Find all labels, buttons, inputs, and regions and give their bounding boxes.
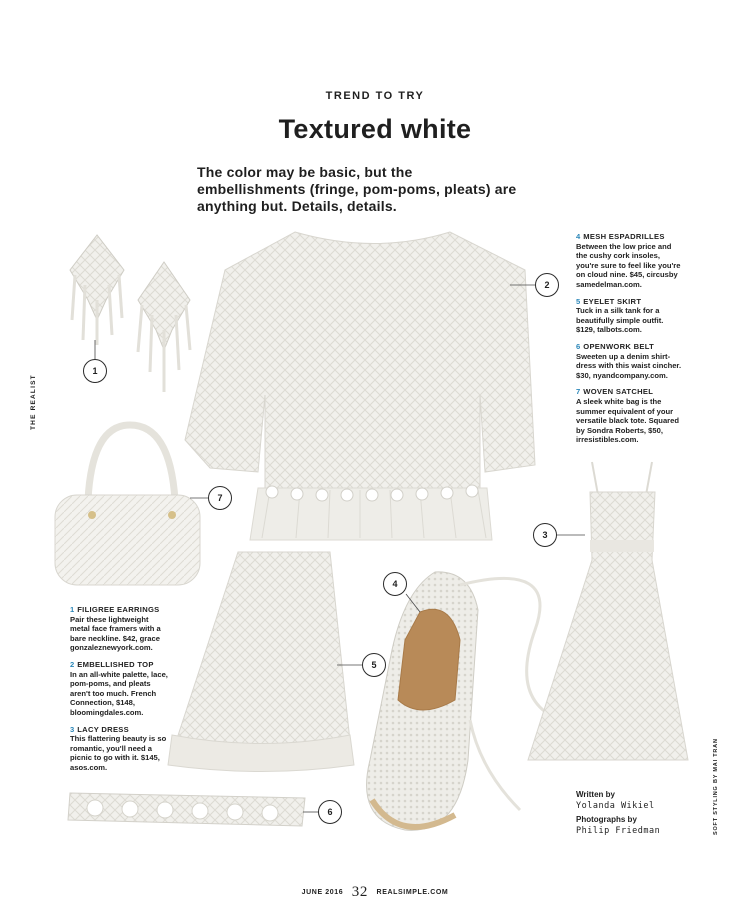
callout-6: 6 [318,800,342,824]
item-text: Sweeten up a denim shirt-dress with this waist cincher. $30, nyandcompany.com. [576,351,682,380]
kicker: TREND TO TRY [325,90,425,102]
headline: Textured white [278,114,472,144]
mesh-espadrilles [367,572,560,830]
writer-name: Yolanda Wikiel [576,800,655,811]
item-number: 6 [576,341,581,351]
item-number: 2 [70,659,75,669]
callout-4: 4 [383,572,407,596]
deck: The color may be basic, but the embellishments (fringe, pom-poms, pleats) are anything but. Details, details. [197,164,517,214]
callout-3: 3 [533,523,557,547]
item-text: Between the low price and the cushy cork insoles, you're sure to feel like you're on cloud nine. $45, circusby samedelman.com. [576,241,681,289]
callout-7: 7 [208,486,232,510]
photographer-name: Philip Friedman [576,825,661,836]
issue-date: JUNE 2016 [301,889,344,896]
section-label: THE REALIST [30,374,37,430]
item-1 [70,605,170,653]
credits [576,790,660,836]
item-2 [70,660,170,718]
item-3 [70,725,170,773]
items-right [576,232,684,452]
item-name: LACY DRESS [77,724,130,734]
item-text: Tuck in a silk tank for a beautifully simple outfit. $129, talbots.com. [576,306,664,335]
item-text: Pair these lightweight metal face framers with a bare neckline. $42, grace gonzaleznewyork.com. [70,614,161,653]
written-by-label: Written by [576,790,615,799]
item-name: EYELET SKIRT [583,296,642,306]
item-name: FILIGREE EARRINGS [77,605,160,614]
embellished-top [185,232,535,540]
item-6 [576,342,684,380]
callout-2: 2 [535,273,559,297]
item-4 [576,232,684,290]
styling-credit: SOFT STYLING BY MAI TRAN [713,738,719,835]
item-text: This flattering beauty is so romantic, you'll need a picnic to go with it. $145, asos.com. [70,734,167,772]
website: REALSIMPLE.COM [376,889,449,896]
item-number: 7 [576,387,581,397]
item-number: 4 [576,232,581,241]
woven-satchel [55,425,200,585]
photos-by-label: Photographs by [576,815,637,824]
openwork-belt [68,793,305,826]
item-number: 3 [70,724,75,734]
item-5 [576,297,684,335]
item-7 [576,387,684,445]
item-name: EMBELLISHED TOP [77,659,154,669]
page-number: 32 [351,884,368,900]
item-name: OPENWORK BELT [583,341,655,351]
items-left [70,605,170,780]
page-footer [0,884,750,901]
item-number: 1 [70,605,75,614]
item-text: In an all-white palette, lace, pom-poms, and pleats aren't too much. French Connection, $148, bloomingdales.com. [70,669,168,717]
callout-1: 1 [83,359,107,383]
eyelet-skirt [168,552,354,772]
item-number: 5 [576,296,581,306]
callout-5: 5 [362,653,386,677]
item-name: MESH ESPADRILLES [583,232,665,241]
item-name: WOVEN SATCHEL [583,387,654,397]
lacy-dress [528,462,688,760]
item-text: A sleek white bag is the summer equivalent of your versatile black tote. Squared by Sondra Roberts, $50, irresistibles.com. [576,396,679,445]
